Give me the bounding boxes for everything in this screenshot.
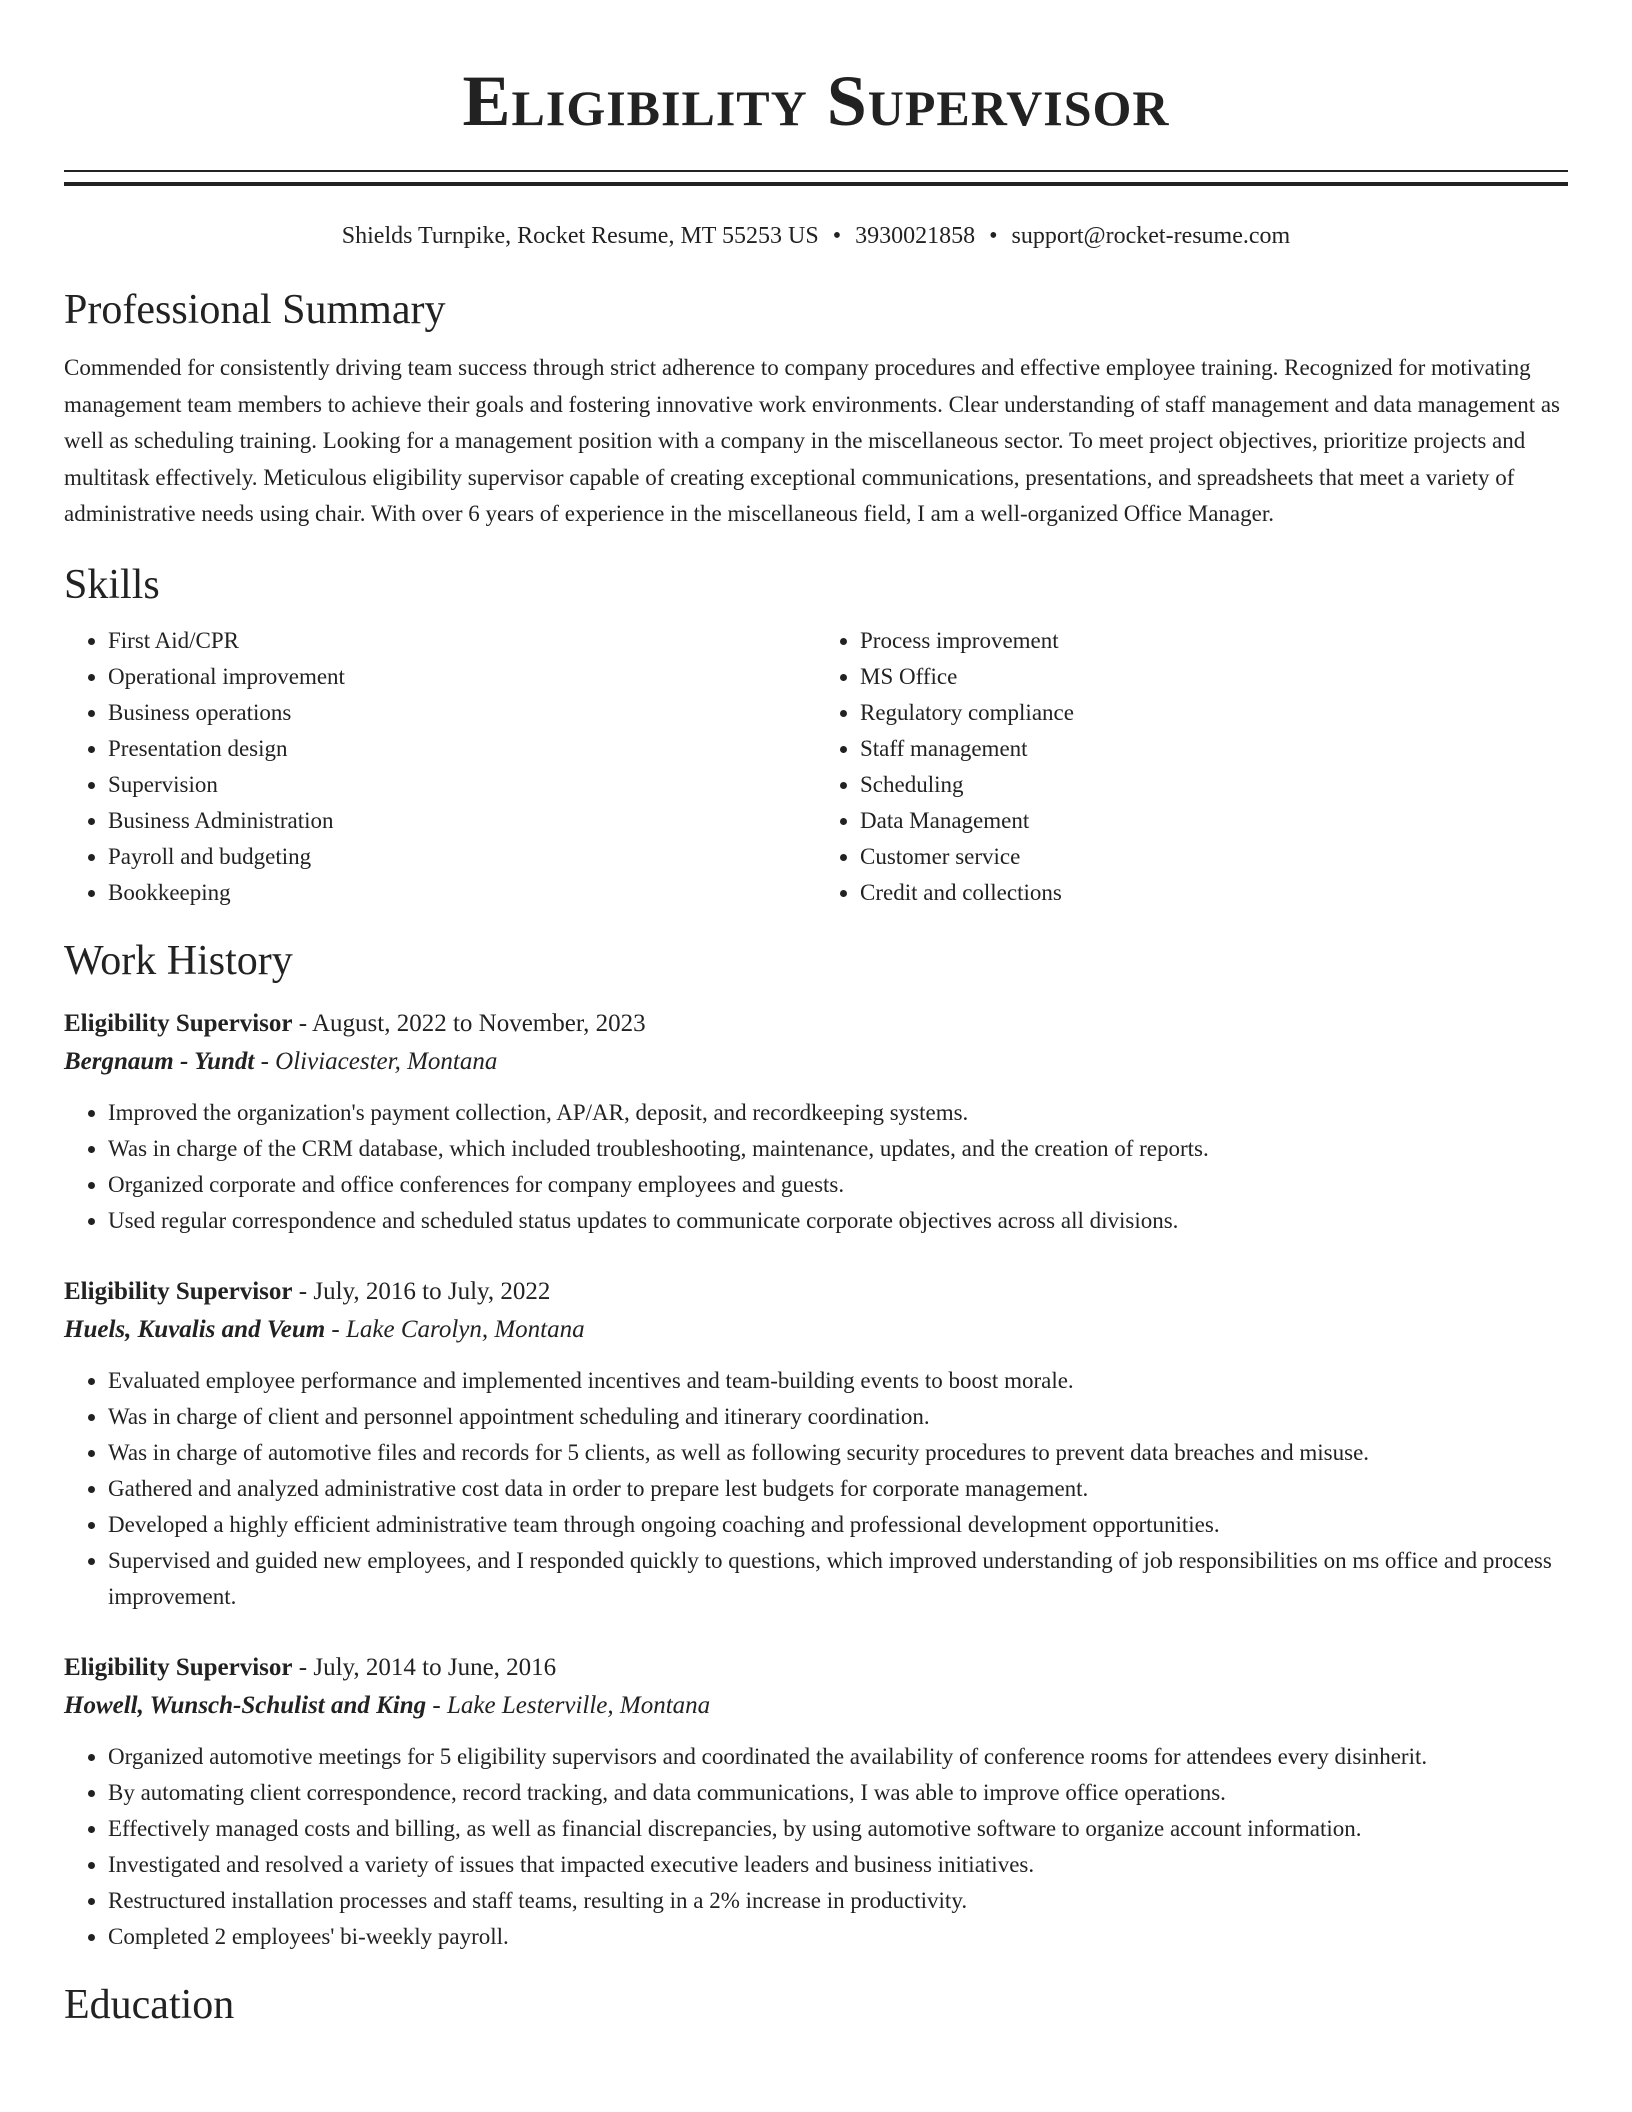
job-title: Eligibility Supervisor	[64, 1009, 293, 1037]
contact-address: Shields Turnpike, Rocket Resume, MT 55253 US	[341, 223, 819, 249]
job-entry	[64, 1649, 1568, 1955]
job-title: Eligibility Supervisor	[64, 1653, 293, 1681]
job-dates: - July, 2014 to June, 2016	[292, 1653, 557, 1681]
contact-separator: •	[832, 223, 842, 249]
header-double-rule	[64, 170, 1568, 186]
job-bullet: • Improved the organization's payment collection, AP/AR, deposit, and recordkeeping systems.	[108, 1095, 1568, 1131]
skill-item: • Customer service	[860, 839, 1568, 875]
job-bullets	[64, 1739, 1568, 1955]
job-bullet: • Investigated and resolved a variety of issues that impacted executive leaders and business initiatives.	[108, 1847, 1568, 1883]
section-heading-education: Education	[64, 1981, 235, 2028]
job-company: Huels, Kuvalis and Veum	[64, 1315, 326, 1343]
work-history-section	[64, 935, 1568, 1955]
job-location: - Lake Carolyn, Montana	[325, 1315, 585, 1343]
job-dates: - August, 2022 to November, 2023	[292, 1009, 646, 1037]
job-bullet: • Evaluated employee performance and implemented incentives and team-building events to boost morale.	[108, 1363, 1568, 1399]
job-dates: - July, 2016 to July, 2022	[292, 1277, 551, 1305]
summary-text: Commended for consistently driving team success through strict adherence to company procedures and effective employee training. Recognized for motivating management team members to achieve their goals and fostering innovative work environments. Clear understanding of staff management and data management as well as scheduling training. Looking for a management position with a company in the miscellaneous sector. To meet project objectives, prioritize projects and multitask effectively. Meticulous eligibility supervisor capable of creating exceptional communications, presentations, and spreadsheets that meet a variety of administrative needs using chair. With over 6 years of experience in the miscellaneous field, I am a well-organized Office Manager.	[64, 355, 1560, 526]
skills-list-right	[816, 623, 1568, 911]
job-bullet: • Developed a highly efficient administrative team through ongoing coaching and professional development opportunities.	[108, 1507, 1568, 1543]
job-location: - Oliviacester, Montana	[254, 1047, 498, 1075]
job-bullet: • Organized corporate and office conferences for company employees and guests.	[108, 1167, 1568, 1203]
job-title-line	[64, 1005, 1568, 1043]
contact-phone[interactable]: 3930021858	[855, 223, 976, 249]
section-heading-work-history: Work History	[64, 937, 293, 984]
job-company-line	[64, 1043, 1568, 1081]
job-company-line	[64, 1687, 1568, 1725]
job-bullet: • Restructured installation processes and staff teams, resulting in a 2% increase in productivity.	[108, 1883, 1568, 1919]
job-bullet: • Gathered and analyzed administrative cost data in order to prepare lest budgets for corporate management.	[108, 1471, 1568, 1507]
job-bullets	[64, 1095, 1568, 1239]
resume-name: Eligibility Supervisor	[462, 61, 1170, 141]
job-bullet: • By automating client correspondence, record tracking, and data communications, I was able to improve office operations.	[108, 1775, 1568, 1811]
skill-item: • Business Administration	[108, 803, 816, 839]
job-title-line	[64, 1649, 1568, 1687]
skill-item: • Process improvement	[860, 623, 1568, 659]
skill-item: • MS Office	[860, 659, 1568, 695]
contact-line	[64, 220, 1568, 252]
job-title: Eligibility Supervisor	[64, 1277, 293, 1305]
contact-separator: •	[989, 223, 998, 249]
job-entry	[64, 1273, 1568, 1615]
skill-item: • First Aid/CPR	[108, 623, 816, 659]
job-bullet: • Effectively managed costs and billing, as well as financial discrepancies, by using automotive software to organize account information.	[108, 1811, 1568, 1847]
skill-item: • Bookkeeping	[108, 875, 816, 911]
skill-item: • Scheduling	[860, 767, 1568, 803]
skill-item: • Data Management	[860, 803, 1568, 839]
skill-item: • Business operations	[108, 695, 816, 731]
job-bullet: • Completed 2 employees' bi-weekly payroll.	[108, 1919, 1568, 1955]
job-bullet: • Organized automotive meetings for 5 eligibility supervisors and coordinated the availability of conference rooms for attendees every disinherit.	[108, 1739, 1568, 1775]
skill-item: • Regulatory compliance	[860, 695, 1568, 731]
job-title-line	[64, 1273, 1568, 1311]
job-location: - Lake Lesterville, Montana	[426, 1691, 711, 1719]
skill-item: • Presentation design	[108, 731, 816, 767]
job-bullets	[64, 1363, 1568, 1615]
job-bullet: • Used regular correspondence and scheduled status updates to communicate corporate objectives across all divisions.	[108, 1203, 1568, 1239]
skill-item: • Payroll and budgeting	[108, 839, 816, 875]
contact-email[interactable]: support@rocket-resume.com	[1011, 223, 1291, 249]
job-bullet: • Was in charge of client and personnel appointment scheduling and itinerary coordination.	[108, 1399, 1568, 1435]
job-company-line	[64, 1311, 1568, 1349]
skills-list-left	[64, 623, 816, 911]
skill-item: • Supervision	[108, 767, 816, 803]
skill-item: • Credit and collections	[860, 875, 1568, 911]
education-section	[64, 1979, 1568, 2031]
job-entry	[64, 1005, 1568, 1239]
skill-item: • Operational improvement	[108, 659, 816, 695]
job-bullet: • Was in charge of the CRM database, which included troubleshooting, maintenance, updates, and the creation of reports.	[108, 1131, 1568, 1167]
job-company: Howell, Wunsch-Schulist and King	[64, 1691, 427, 1719]
section-heading-summary: Professional Summary	[64, 287, 446, 333]
skills-columns	[64, 623, 1568, 911]
professional-summary-section	[64, 284, 1568, 533]
skills-section	[64, 559, 1568, 911]
job-company: Bergnaum - Yundt	[64, 1047, 255, 1075]
job-bullet: • Supervised and guided new employees, and I responded quickly to questions, which improved understanding of job responsibilities on ms office and process improvement.	[108, 1543, 1568, 1615]
section-heading-skills: Skills	[64, 561, 160, 608]
job-bullet: • Was in charge of automotive files and records for 5 clients, as well as following security procedures to prevent data breaches and misuse.	[108, 1435, 1568, 1471]
skill-item: • Staff management	[860, 731, 1568, 767]
